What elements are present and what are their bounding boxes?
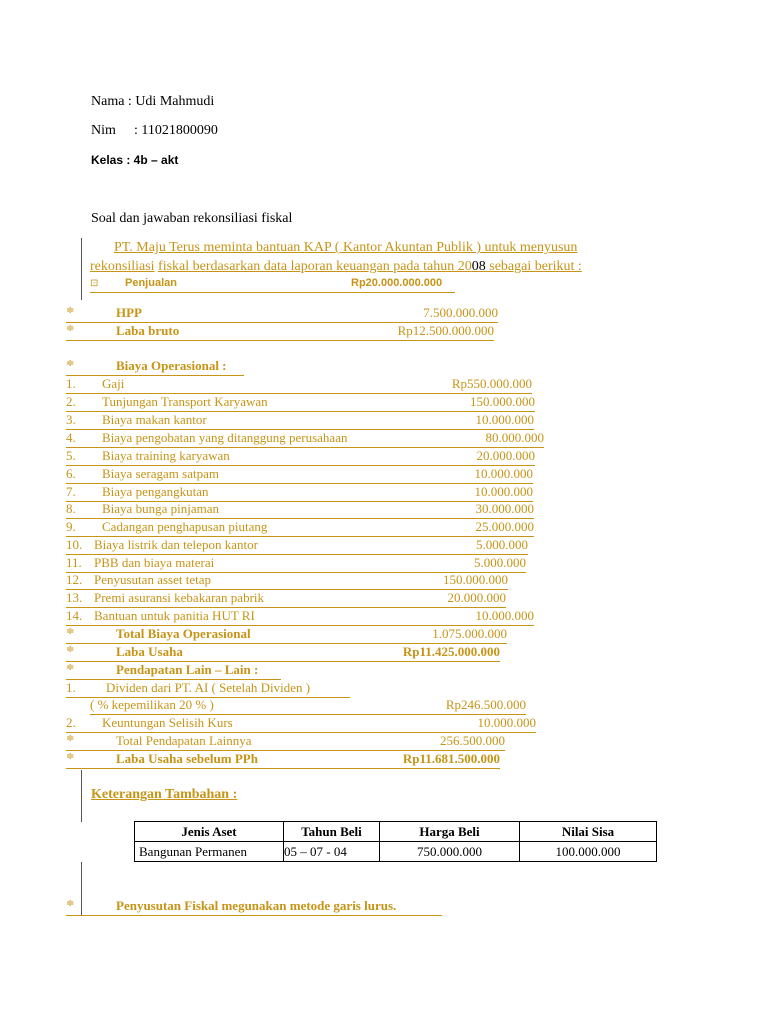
penjualan-amount: Rp20.000.000.000 xyxy=(351,277,443,289)
pendapatan-item-1-no: 1. xyxy=(66,680,76,695)
biaya-item-no: 8. xyxy=(66,501,76,516)
biaya-item xyxy=(66,395,535,412)
bullet-icon: ≑ xyxy=(66,358,75,369)
biaya-item-label: Premi asuransi kebakaran pabrik xyxy=(94,590,265,605)
laba-bruto-amount: Rp12.500.000.000 xyxy=(397,323,494,338)
pendapatan-item-2-label: Keuntungan Selisih Kurs xyxy=(102,715,233,730)
left-rule-middle xyxy=(81,770,82,822)
col-tahun-beli: Tahun Beli xyxy=(284,822,380,842)
total-pendapatan-amount: 256.500.000 xyxy=(440,733,505,748)
pendapatan-item-1-label2: ( % kepemilikan 20 % ) xyxy=(90,697,214,712)
biaya-item-label: Biaya training karyawan xyxy=(102,448,230,463)
pendapatan-item-1-line2 xyxy=(90,698,526,715)
total-biaya-amount: 1.075.000.000 xyxy=(432,626,507,641)
bullet-icon: ≑ xyxy=(66,644,75,655)
laba-bruto-row xyxy=(66,324,494,341)
laba-usaha-amount: Rp11.425.000.000 xyxy=(402,644,500,659)
table-row xyxy=(135,842,657,862)
biaya-item-no: 7. xyxy=(66,484,76,499)
biaya-item xyxy=(66,573,508,590)
bullet-icon: ≑ xyxy=(66,662,75,673)
keterangan-heading: Keterangan Tambahan : xyxy=(91,787,238,802)
student-nim: : 11021800090 xyxy=(134,123,218,138)
cell-nilai-sisa: 100.000.000 xyxy=(520,842,657,862)
pendapatan-heading: Pendapatan Lain – Lain : xyxy=(116,662,259,677)
biaya-item-amount: 150.000.000 xyxy=(470,394,535,409)
pendapatan-item-2 xyxy=(66,716,536,733)
pendapatan-item-1 xyxy=(66,681,350,698)
page-title: Soal dan jawaban rekonsiliasi fiskal xyxy=(91,211,293,226)
laba-sebelum-pph-row xyxy=(66,752,500,769)
box-bullet-icon: ⊡ xyxy=(90,278,99,289)
biaya-item-label: Cadangan penghapusan piutang xyxy=(102,519,268,534)
biaya-item-no: 5. xyxy=(66,448,76,463)
biaya-item-label: Biaya makan kantor xyxy=(102,412,207,427)
col-jenis-aset: Jenis Aset xyxy=(135,822,284,842)
biaya-item xyxy=(66,449,535,466)
total-pendapatan-row xyxy=(66,734,505,751)
biaya-item-amount: 10.000.000 xyxy=(474,466,533,481)
biaya-item xyxy=(66,431,544,448)
biaya-item xyxy=(66,609,534,626)
biaya-item-no: 11. xyxy=(66,555,82,570)
cell-harga-beli: 750.000.000 xyxy=(380,842,520,862)
pendapatan-item-2-no: 2. xyxy=(66,715,76,730)
footer-note: Penyusutan Fiskal megunakan metode garis lurus. xyxy=(116,898,397,913)
pendapatan-item-1-label: Dividen dari PT. AI ( Setelah Dividen ) xyxy=(106,680,311,695)
biaya-item-amount: 80.000.000 xyxy=(485,430,544,445)
biaya-item-amount: 20.000.000 xyxy=(447,590,506,605)
col-nilai-sisa: Nilai Sisa xyxy=(520,822,657,842)
student-class: Kelas : 4b – akt xyxy=(91,153,179,167)
biaya-item-no: 13. xyxy=(66,590,83,605)
biaya-item-label: Biaya pengobatan yang ditanggung perusahaan xyxy=(102,430,348,445)
biaya-item-no: 9. xyxy=(66,519,76,534)
cell-tahun-beli: 05 – 07 - 04 xyxy=(284,842,380,862)
biaya-item-no: 1. xyxy=(66,376,76,391)
biaya-item-label: Bantuan untuk panitia HUT RI xyxy=(94,608,255,623)
footer-note-row xyxy=(66,899,442,916)
student-name: Nama : Udi Mahmudi xyxy=(91,94,215,109)
intro-line-2a: rekonsiliasi xyxy=(90,259,155,274)
cell-jenis-aset: Bangunan Permanen xyxy=(135,842,284,862)
bullet-icon: ≑ xyxy=(66,626,75,637)
biaya-item-amount: 10.000.000 xyxy=(475,608,534,623)
bullet-icon: ≑ xyxy=(66,898,75,909)
intro-line-2d: sebagai berikut : xyxy=(485,259,582,274)
biaya-item-label: Biaya listrik dan telepon kantor xyxy=(94,537,258,552)
biaya-item-amount: 10.000.000 xyxy=(475,412,534,427)
biaya-heading-row xyxy=(66,359,244,376)
biaya-item xyxy=(66,377,532,394)
biaya-item xyxy=(66,520,534,537)
laba-sebelum-pph-amount: Rp11.681.500.000 xyxy=(402,751,500,766)
laba-bruto-label: Laba bruto xyxy=(116,323,180,338)
pendapatan-heading-row xyxy=(66,663,281,680)
biaya-item-amount: 5.000.000 xyxy=(474,555,526,570)
hpp-label: HPP xyxy=(116,305,142,320)
penjualan-row xyxy=(90,277,455,293)
asset-table xyxy=(134,821,657,862)
biaya-item-label: Tunjungan Transport Karyawan xyxy=(102,394,268,409)
bullet-icon: ≑ xyxy=(66,305,75,316)
biaya-item-label: Biaya bunga pinjaman xyxy=(102,501,219,516)
biaya-item-amount: 20.000.000 xyxy=(476,448,535,463)
total-pendapatan-label: Total Pendapatan Lainnya xyxy=(116,733,252,748)
biaya-item-label: Biaya seragam satpam xyxy=(102,466,219,481)
biaya-item-amount: 10.000.000 xyxy=(474,484,533,499)
biaya-item xyxy=(66,467,533,484)
biaya-item xyxy=(66,485,533,502)
laba-sebelum-pph-label: Laba Usaha sebelum PPh xyxy=(116,751,258,766)
bullet-icon: ≑ xyxy=(66,751,75,762)
penjualan-label: Penjualan xyxy=(125,277,177,289)
biaya-item-amount: 150.000.000 xyxy=(443,572,508,587)
intro-line-2b: fiskal berdasarkan data laporan keuangan pada tahun 20 xyxy=(158,259,472,274)
biaya-item-no: 6. xyxy=(66,466,76,481)
intro-year: 08 xyxy=(471,259,486,274)
biaya-item xyxy=(66,556,526,573)
biaya-item-amount: 25.000.000 xyxy=(475,519,534,534)
biaya-item-label: Biaya pengangkutan xyxy=(102,484,209,499)
biaya-item-label: Penyusutan asset tetap xyxy=(94,572,211,587)
biaya-item xyxy=(66,502,534,519)
pendapatan-item-1-amount: Rp246.500.000 xyxy=(445,697,526,712)
biaya-item-amount: 30.000.000 xyxy=(475,501,534,516)
laba-usaha-label: Laba Usaha xyxy=(116,644,183,659)
hpp-row xyxy=(66,306,498,323)
bullet-icon: ≑ xyxy=(66,733,75,744)
biaya-heading: Biaya Operasional : xyxy=(116,358,227,373)
biaya-item-no: 10. xyxy=(66,537,83,552)
biaya-item-no: 4. xyxy=(66,430,76,445)
biaya-item-no: 3. xyxy=(66,412,76,427)
student-nim-label: Nim xyxy=(91,123,116,138)
pendapatan-item-2-amount: 10.000.000 xyxy=(477,715,536,730)
laba-usaha-row xyxy=(66,645,500,662)
biaya-item-amount: 5.000.000 xyxy=(476,537,528,552)
hpp-amount: 7.500.000.000 xyxy=(423,305,498,320)
biaya-item-label: PBB dan biaya materai xyxy=(94,555,215,570)
col-harga-beli: Harga Beli xyxy=(380,822,520,842)
asset-table-header xyxy=(135,822,657,842)
bullet-icon: ≑ xyxy=(66,323,75,334)
biaya-item-no: 2. xyxy=(66,394,76,409)
biaya-item xyxy=(66,413,534,430)
total-biaya-label: Total Biaya Operasional xyxy=(116,626,251,641)
left-rule-top xyxy=(81,238,82,300)
biaya-item-label: Gaji xyxy=(102,376,125,391)
biaya-item-no: 14. xyxy=(66,608,83,623)
biaya-item-amount: Rp550.000.000 xyxy=(451,376,532,391)
biaya-item xyxy=(66,538,528,555)
intro-line-1: PT. Maju Terus meminta bantuan KAP ( Kantor Akuntan Publik ) untuk menyusun xyxy=(114,240,578,255)
total-biaya-row xyxy=(66,627,507,644)
biaya-item xyxy=(66,591,506,608)
biaya-item-no: 12. xyxy=(66,572,83,587)
